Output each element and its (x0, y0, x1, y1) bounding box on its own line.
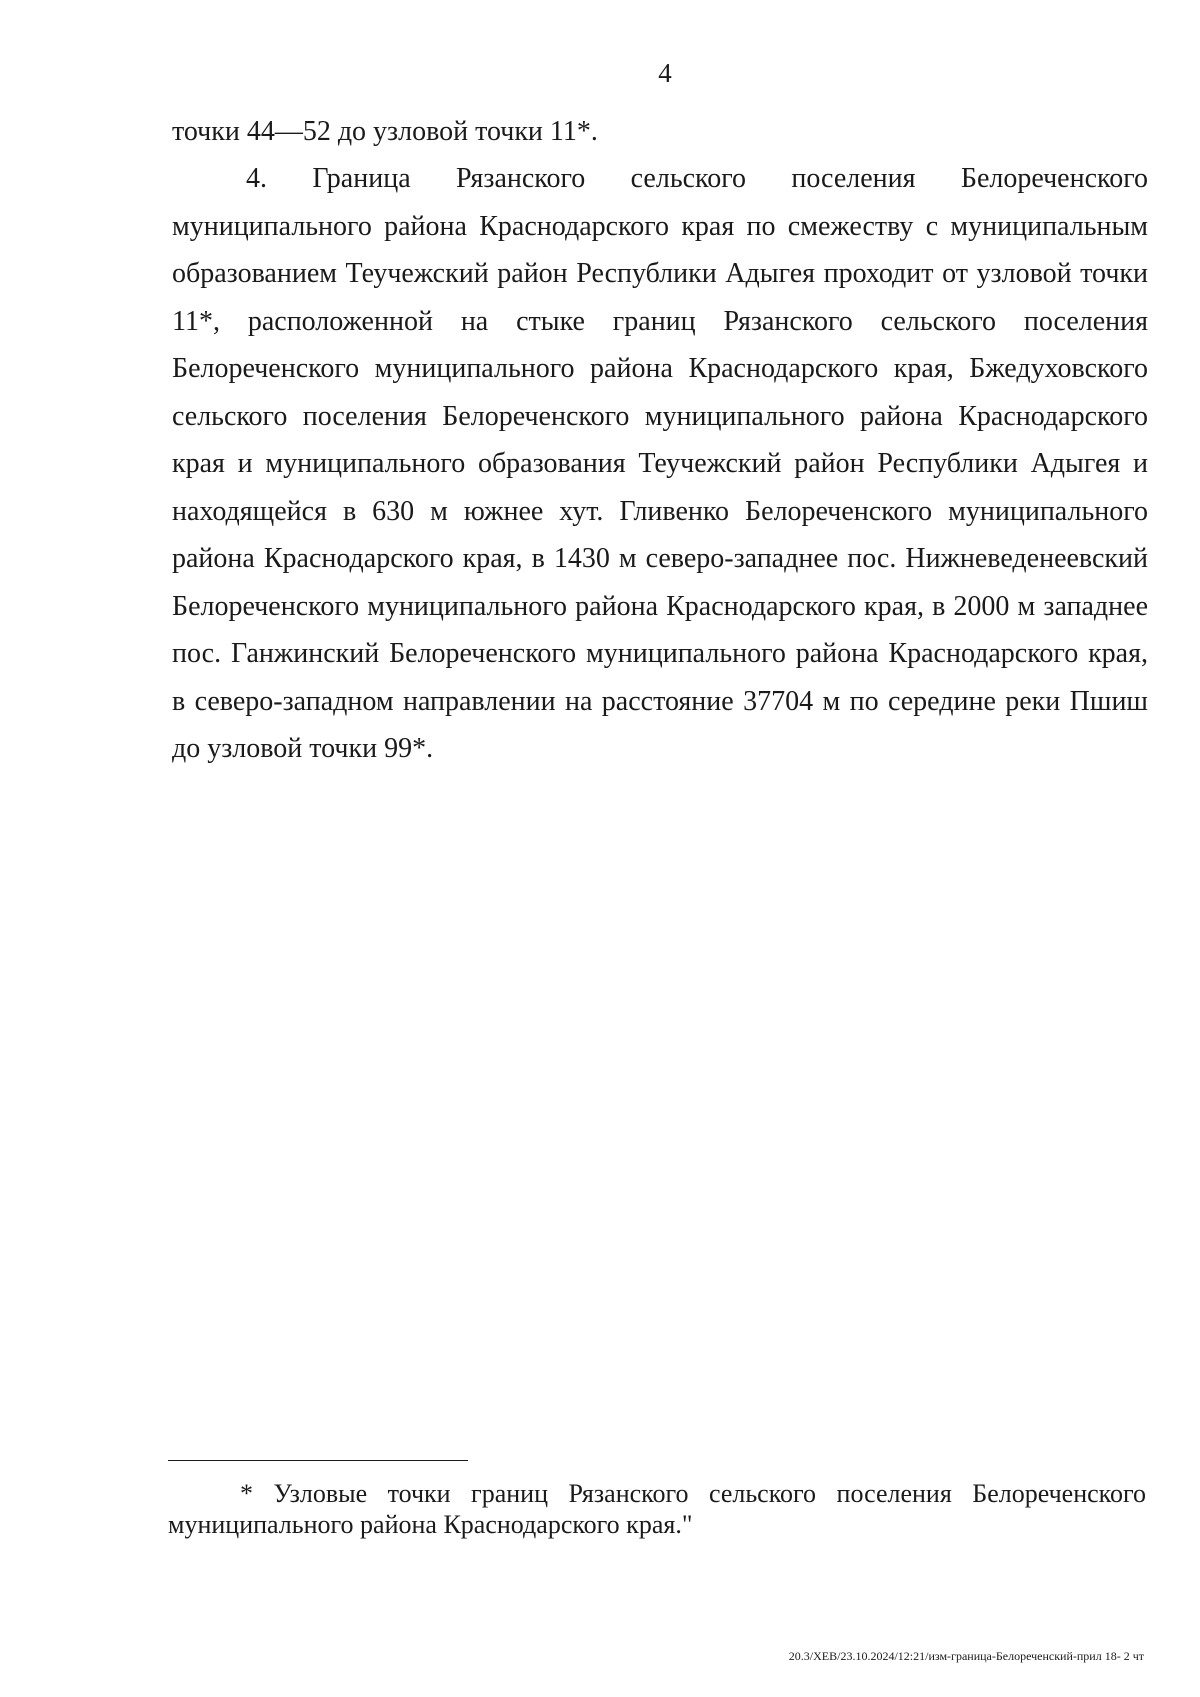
footnote-divider (168, 1460, 468, 1461)
paragraph-4: 4. Граница Рязанского сельского поселения Белореченского муниципального района Краснодарского края по смежеству с муниципальным образованием Теучежский район Республики Адыгея проходит от узловой точки 11*, расположенной на стыке границ Рязанского сельского поселения Белореченского муниципального района Краснодарского края, Бжедуховского сельского поселения Белореченского муниципального района Краснодарского края и муниципального образования Теучежский район Республики Адыгея и находящейся в 630 м южнее хут. Гливенко Белореченского муниципального района Краснодарского края, в 1430 м северо-западнее пос. Нижневеденеевский Белореченского муниципального района Краснодарского края, в 2000 м западнее пос. Ганжинский Белореченского муниципального района Краснодарского края, в северо-западном направлении на расстояние 37704 м по середине реки Пшиш до узловой точки 99*. (172, 163, 1148, 764)
continuation-text: точки 44—52 до узловой точки 11*. (172, 116, 598, 147)
page-number: 4 (658, 58, 672, 88)
footnote: * Узловые точки границ Рязанского сельского поселения Белореченского муниципального района Краснодарского края." (168, 1479, 1146, 1539)
document-stamp: 20.3/ХЕВ/23.10.2024/12:21/изм-граница-Белореченский-прил 18- 2 чт (788, 1649, 1144, 1663)
